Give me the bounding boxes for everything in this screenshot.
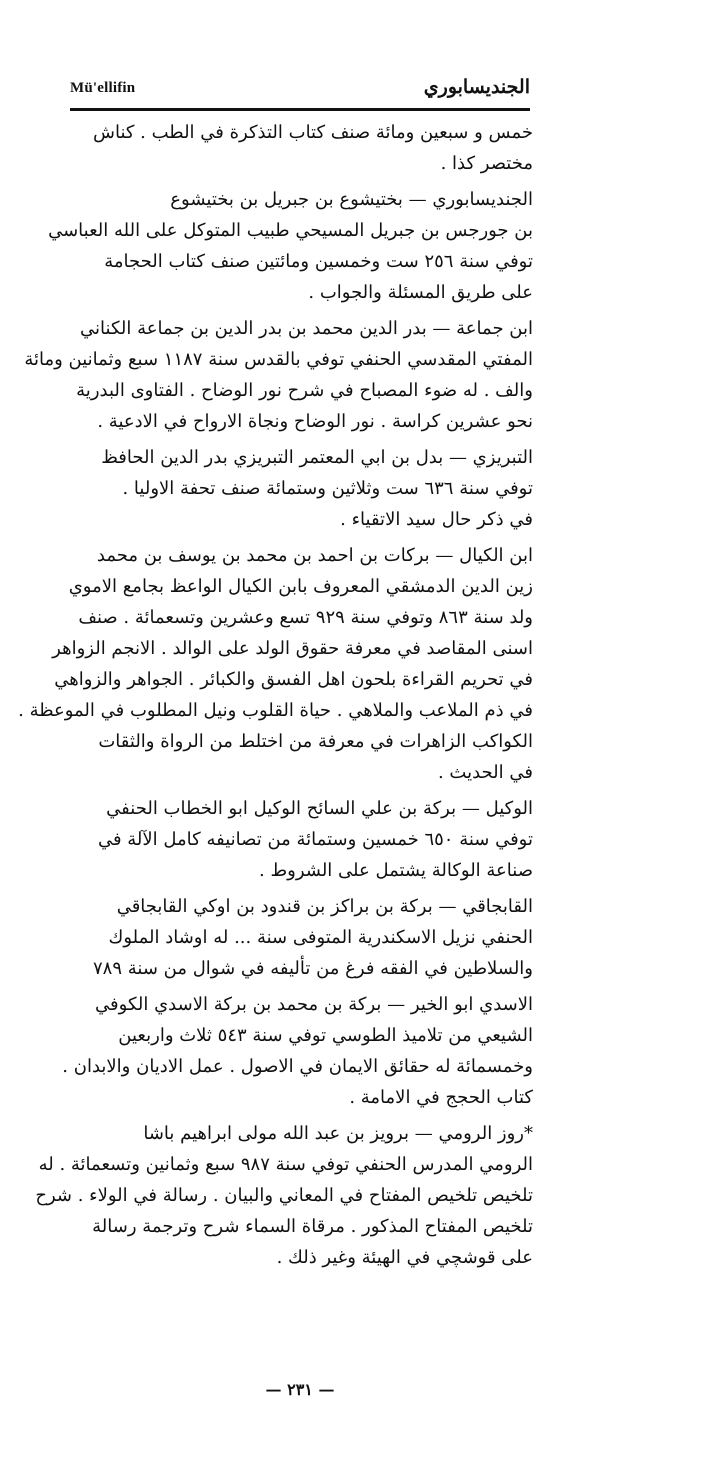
entry-line: تلخيص تلخيص المفتاح في المعاني والبيان . رسالة في الولاء . شرح: [35, 1185, 533, 1206]
entry-heading-line: الجنديسابوري — بختيشوع بن جبريل بن بختيشوع: [170, 189, 533, 210]
entry: [62, 989, 533, 1113]
page-number: — ٢٣١ —: [265, 1380, 335, 1399]
entry-heading-line: القابجاقي — بركة بن براكز بن قندود بن اوكي القابجاقي: [116, 896, 533, 917]
entry-line: اسنى المقاصد في معرفة حقوق الولد على الوالد . الانجم الزواهر: [52, 638, 533, 659]
entry-heading-line: الوكيل — بركة بن علي السائح الوكيل ابو الخطاب الحنفي: [106, 798, 533, 819]
entry-line: على قوشچي في الهيئة وغير ذلك .: [276, 1247, 533, 1268]
entry-line: ولد سنة ٨٦٣ وتوفي سنة ٩٢٩ تسع وعشرين وتسعمائة . صنف: [78, 607, 533, 628]
header-entry-word: الجنديسابوري: [423, 76, 530, 98]
header-rule: [70, 108, 530, 111]
entry-line: توفي سنة ٦٣٦ ست وثلاثين وستمائة صنف تحفة الاوليا .: [122, 478, 533, 499]
entry-line: بن جورجس بن جبريل المسيحي طبيب المتوكل على الله العباسي: [48, 220, 533, 241]
entry-heading-line: الاسدي ابو الخير — بركة بن محمد بن بركة الاسدي الكوفي: [95, 994, 533, 1015]
entry-line: مختصر كذا .: [440, 153, 533, 174]
entry: [70, 891, 533, 984]
entry: [70, 442, 533, 535]
entry: [48, 184, 533, 308]
running-header: [70, 76, 530, 106]
entry: [70, 117, 533, 179]
entry-heading-line: ابن الكيال — بركات بن احمد بن محمد بن يوسف بن محمد: [96, 545, 533, 566]
entry-line: صناعة الوكالة يشتمل على الشروط .: [259, 860, 533, 881]
entry-line: وخمسمائة له حقائق الايمان في الاصول . عمل الاديان والابدان .: [62, 1056, 533, 1077]
entry-line: في الحديث .: [437, 762, 533, 783]
entry-line: الكواكب الزاهرات في معرفة من اختلط من الرواة والثقات: [98, 731, 533, 752]
entry-line: الحنفي نزيل الاسكندرية المتوفى سنة ... له اوشاد الملوك: [108, 927, 533, 948]
entry-heading-line: التبريزي — بدل بن ابي المعتمر التبريزي بدر الدين الحافظ: [101, 447, 533, 468]
entry-heading-line: خمس و سبعين ومائة صنف كتاب التذكرة في الطب . كناش: [93, 122, 533, 143]
entry: [24, 313, 533, 437]
entry-line: والف . له ضوء المصباح في شرح نور الوضاح . الفتاوى البدرية: [76, 380, 533, 401]
entry-line: في ذكر حال سيد الاتقياء .: [340, 509, 533, 530]
entry: [18, 540, 533, 788]
entry-heading-line: ابن جماعة — بدر الدين محمد بن بدر الدين بن جماعة الكناني: [80, 318, 533, 339]
entry-line: الشيعي من تلاميذ الطوسي توفي سنة ٥٤٣ ثلاث واربعين: [118, 1025, 533, 1046]
entry-line: الرومي المدرس الحنفي توفي سنة ٩٨٧ سبع وثمانين وتسعمائة . له: [38, 1154, 533, 1175]
entry-line: في تحريم القراءة بلحون اهل الفسق والكبائر . الجواهر والزواهي: [54, 669, 533, 690]
entry-line: توفي سنة ٦٥٠ خمسين وستمائة من تصانيفه كامل الآلة في: [97, 829, 533, 850]
entry-line: نحو عشرين كراسة . نور الوضاح ونجاة الارواح في الادعية .: [97, 411, 533, 432]
header-book-title: Mü'ellifin: [70, 80, 136, 96]
entry-line: في ذم الملاعب والملاهي . حياة القلوب ونيل المطلوب في الموعظة .: [18, 700, 533, 721]
entry: [70, 793, 533, 886]
entry-line: كتاب الحجج في الامامة .: [349, 1087, 533, 1108]
entry-line: توفي سنة ٢٥٦ ست وخمسين ومائتين صنف كتاب الحجامة: [104, 251, 533, 272]
entry-line: زين الدين الدمشقي المعروف بابن الكيال الواعظ بجامع الاموي: [68, 576, 533, 597]
entries-column: [18, 117, 533, 1273]
entry: [35, 1118, 533, 1273]
entry-line: على طريق المسئلة والجواب .: [308, 282, 533, 303]
entry-line: والسلاطين في الفقه فرغ من تأليفه في شوال من سنة ٧٨٩: [93, 958, 533, 979]
entry-line: تلخيص المفتاح المذكور . مرقاة السماء شرح وترجمة رسالة: [92, 1216, 533, 1237]
entry-heading-line: *روز الرومي — برويز بن عبد الله مولى ابراهيم باشا: [143, 1123, 533, 1144]
entry-line: المفتي المقدسي الحنفي توفي بالقدس سنة ١١٨٧ سبع وثمانين ومائة: [24, 349, 533, 370]
